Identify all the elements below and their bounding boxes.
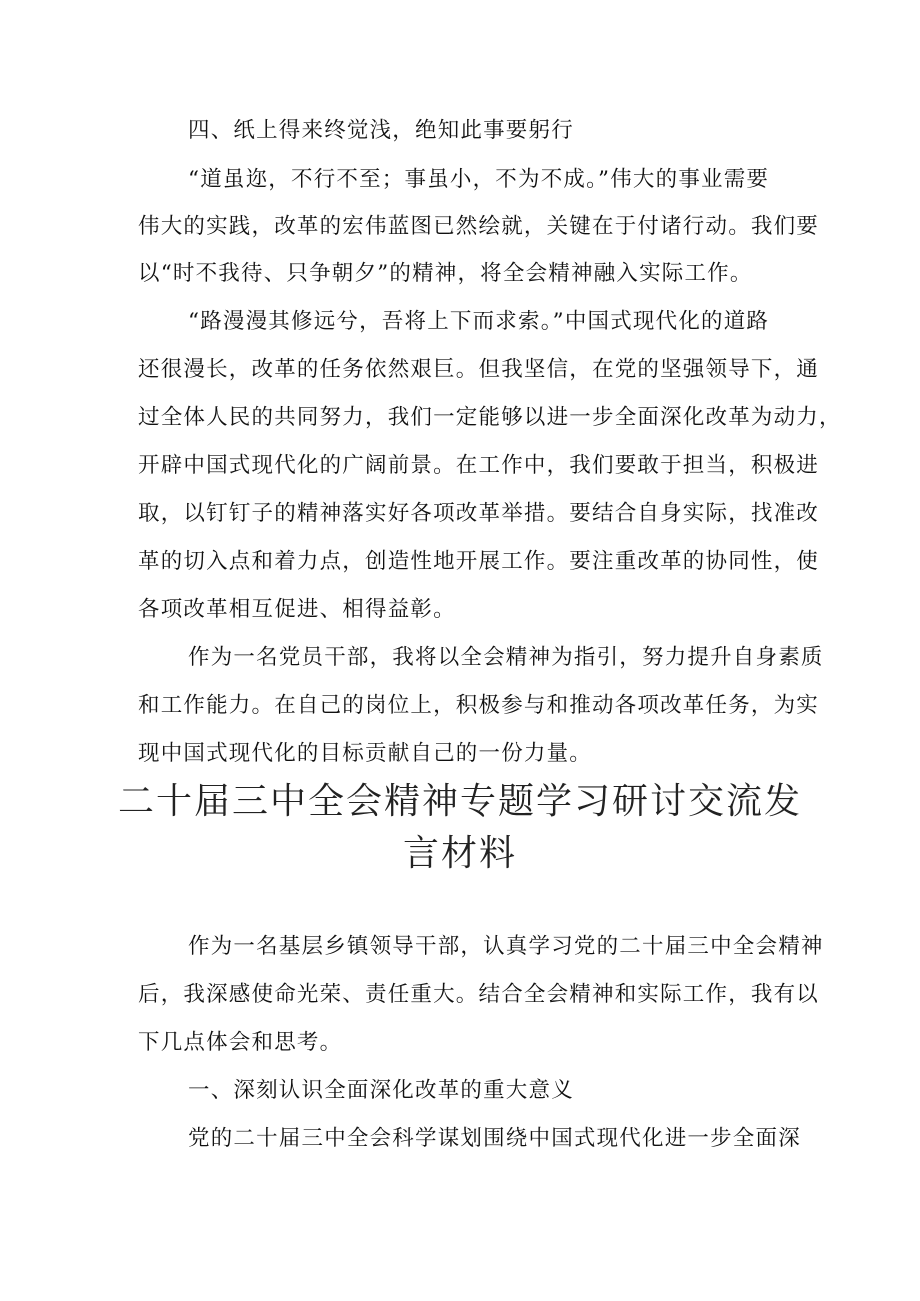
paragraph-line: 现中国式现代化的目标贡献自己的一份力量。 xyxy=(138,741,593,766)
paragraph-line: 还很漫长，改革的任务依然艰巨。但我坚信，在党的坚强领导下，通 xyxy=(138,357,820,382)
paragraph-line: 和工作能力。在自己的岗位上，积极参与和推动各项改革任务，为实 xyxy=(138,693,820,718)
paragraph-line: 下几点体会和思考。 xyxy=(138,1030,343,1055)
document-title-line-1: 二十届三中全会精神专题学习研讨交流发 xyxy=(117,781,802,822)
paragraph-line: 过全体人民的共同努力，我们一定能够以进一步全面深化改革为动力， xyxy=(138,405,842,430)
paragraph-line: 开辟中国式现代化的广阔前景。在工作中，我们要敢于担当，积极进 xyxy=(138,453,820,478)
paragraph-line: 以“时不我待、只争朝夕”的精神，将全会精神融入实际工作。 xyxy=(138,261,753,286)
paragraph-line: 作为一名基层乡镇领导干部，认真学习党的二十届三中全会精神 xyxy=(188,934,824,959)
paragraph-line: 革的切入点和着力点，创造性地开展工作。要注重改革的协同性，使 xyxy=(138,549,820,574)
paragraph-line: 后，我深感使命光荣、责任重大。结合全会精神和实际工作，我有以 xyxy=(138,982,820,1007)
document-title-line-2: 言材料 xyxy=(402,833,517,874)
section-four-heading: 四、纸上得来终觉浅，绝知此事要躬行 xyxy=(188,118,574,143)
paragraph-line: “道虽迩，不行不至；事虽小，不为不成。”伟大的事业需要 xyxy=(188,167,770,192)
paragraph-line: 党的二十届三中全会科学谋划围绕中国式现代化进一步全面深 xyxy=(188,1126,801,1151)
paragraph-line: 取，以钉钉子的精神落实好各项改革举措。要结合自身实际，找准改 xyxy=(138,501,820,526)
paragraph-line: 作为一名党员干部，我将以全会精神为指引，努力提升自身素质 xyxy=(188,645,824,670)
paragraph-line: “路漫漫其修远兮，吾将上下而求索。”中国式现代化的道路 xyxy=(188,309,770,334)
paragraph-line: 伟大的实践，改革的宏伟蓝图已然绘就，关键在于付诸行动。我们要 xyxy=(138,214,820,239)
paragraph-line: 各项改革相互促进、相得益彰。 xyxy=(138,597,456,622)
section-one-heading: 一、深刻认识全面深化改革的重大意义 xyxy=(188,1078,574,1103)
